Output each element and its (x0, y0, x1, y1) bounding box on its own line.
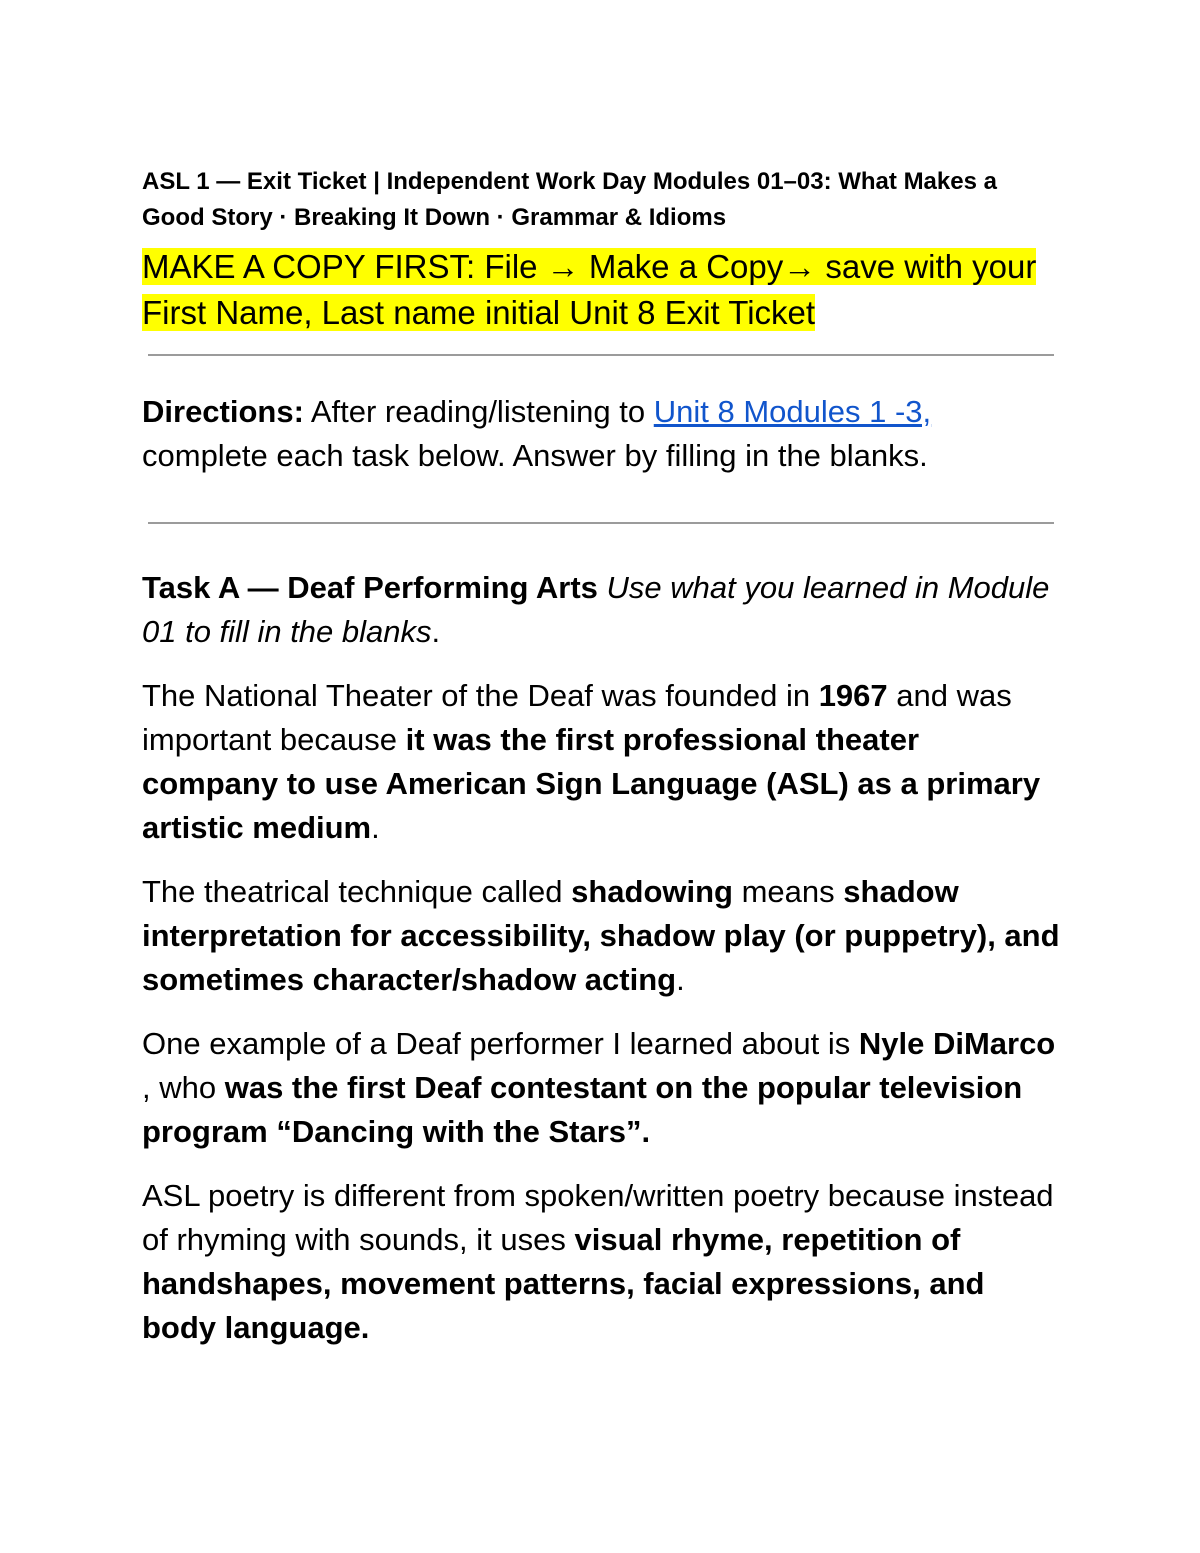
answer-text: shadowing (571, 874, 733, 909)
ntd-question (142, 674, 1062, 850)
document-title: ASL 1 — Exit Ticket | Independent Work Day Modules 01–03: What Makes a Good Story · Breaking It Down · Grammar & Idioms (142, 168, 997, 231)
task-a-instruction: Use what you learned in Module 01 to fill in the blanks (142, 570, 1050, 649)
task-a-instruction-period: . (431, 614, 441, 649)
document-body (142, 164, 1062, 1350)
copy-instruction-text: MAKE A COPY FIRST: File → Make a Copy→ save with your First Name, Last name initial Unit 8 Exit Ticket (142, 248, 1037, 331)
deaf-performer-question (142, 1022, 1062, 1154)
answer-text: 1967 (818, 678, 888, 713)
answer-text: it was the first professional theater company to use American Sign Language (ASL) as a primary artistic medium (142, 722, 1041, 845)
question-text: The theatrical technique called (142, 874, 572, 909)
task-a-heading (142, 566, 1062, 654)
horizontal-rule (148, 354, 1054, 356)
answer-text: Nyle DiMarco (858, 1026, 1056, 1061)
copy-instruction (142, 244, 1062, 336)
horizontal-rule (148, 522, 1054, 524)
question-text: The National Theater of the Deaf was founded in (142, 678, 819, 713)
question-text: One example of a Deaf performer I learned about is (142, 1026, 859, 1061)
question-text: and was important because (142, 678, 1012, 757)
answer-text: shadow interpretation for accessibility, shadow play (or puppetry), and sometimes character/shadow acting (142, 874, 1060, 997)
shadowing-question (142, 870, 1062, 1002)
question-text: ASL poetry is different from spoken/written poetry because instead of rhyming with sounds, it uses (142, 1178, 1054, 1257)
directions-paragraph (142, 390, 1062, 478)
question-text: . (371, 810, 380, 845)
answer-text: visual rhyme, repetition of handshapes, movement patterns, facial expressions, and body language. (142, 1222, 985, 1345)
question-text: . (676, 962, 685, 997)
directions-text-before-link: After reading/listening to (303, 394, 654, 429)
question-text: , who (142, 1070, 225, 1105)
asl-poetry-question (142, 1174, 1062, 1350)
task-a-title: Task A — Deaf Performing Arts (142, 570, 598, 605)
answer-text: was the first Deaf contestant on the popular television program “Dancing with the Stars”. (142, 1070, 1023, 1149)
directions-text-after-link: complete each task below. Answer by filling in the blanks. (142, 438, 928, 473)
question-text: means (733, 874, 844, 909)
modules-link[interactable]: Unit 8 Modules 1 -3, (653, 394, 932, 429)
directions-label: Directions: (142, 394, 304, 429)
